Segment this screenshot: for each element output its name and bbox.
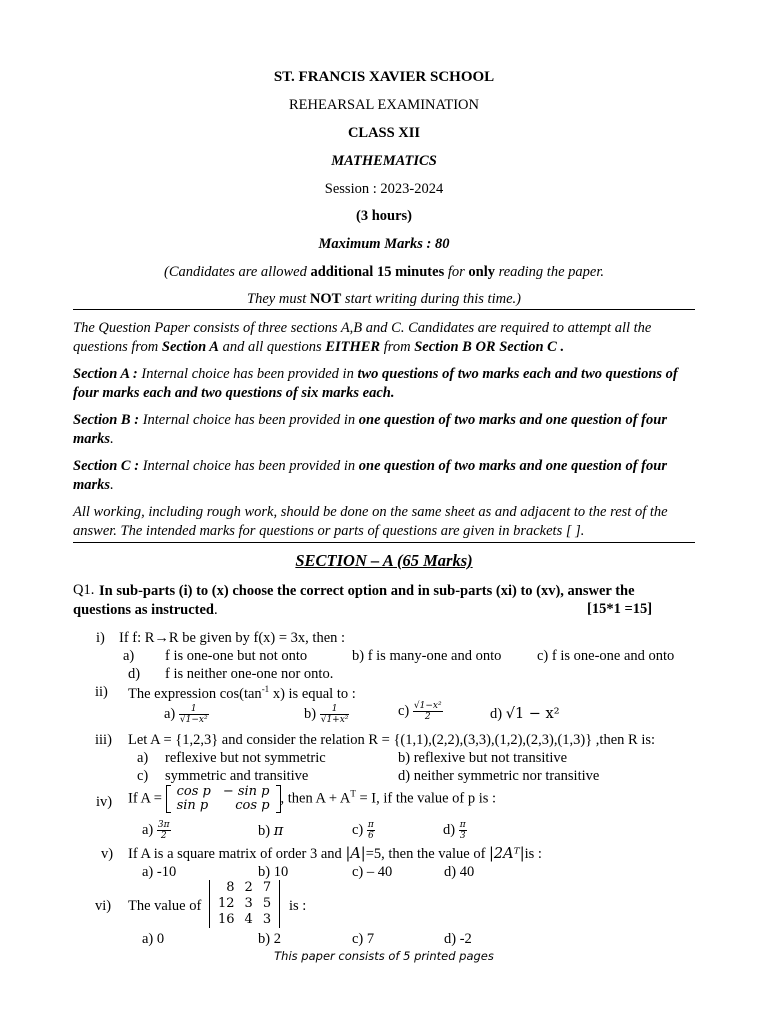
instr-bold: Section A [161,339,219,355]
section-c-instructions [73,457,695,495]
q-v-option-a: a) -10 [142,864,177,880]
section-a-label: Section A : [73,366,138,382]
q1-dot: . [214,602,218,618]
option-label: b) [258,823,271,839]
q-i-option-d-label: d) [128,666,141,682]
note-text: start writing during this time.) [341,291,521,307]
q-iii-option-d: d) neither symmetric nor transitive [398,768,600,784]
determinant [209,880,280,928]
det-cell: 3 [262,912,272,927]
option-value: √1 − x² [505,706,560,722]
numerator: π [367,820,374,830]
q-iv-option-d [443,820,467,841]
stem-text: , then A + A [280,790,351,807]
q1-marks: [15*1 =15] [587,601,653,617]
q-i-option-d: f is neither one-one nor onto. [165,666,334,682]
det-cell: 16 [218,912,235,927]
page-footer: This paper consists of 5 printed pages [274,949,494,963]
q-vi-option-a: a) 0 [142,931,165,947]
q-vi-number: vi) [95,898,112,914]
fraction [459,820,467,841]
q-ii-number: ii) [95,684,108,700]
q-v-option-c: c) – 40 [352,864,393,880]
numerator: π [459,820,466,830]
q-iv-number: iv) [96,794,113,810]
q-iv-stem [128,785,496,813]
q-ii-option-d [490,706,560,723]
denominator: 2 [424,712,431,722]
q-i-option-a-label: a) [123,648,135,664]
note-text: They must [247,291,310,307]
fraction [413,701,443,722]
option-label: c) [398,702,410,719]
denominator: 3 [459,831,466,841]
section-a-instructions [73,365,695,403]
q-vi-option-b: b) 2 [258,931,281,947]
q-iii-option-c-label: c) [137,768,149,784]
school-name: ST. FRANCIS XAVIER SCHOOL [273,69,495,85]
note-text: for [444,264,469,280]
instr-bold: EITHER [325,339,381,355]
q1-text [73,582,673,620]
q-vi-option-d: d) -2 [444,931,472,947]
q-iii-option-a-label: a) [137,750,149,766]
instr-bold: Section B OR Section C . [414,339,565,355]
matrix-cell: sin p [176,798,209,813]
instr-text: Internal choice has been provided in [139,458,359,474]
note-bold: only [468,264,495,280]
option-label: b) [304,705,317,722]
q-vi-option-c: c) 7 [352,931,375,947]
denominator: √1+x² [320,715,349,725]
q-v-option-d: d) 40 [444,864,475,880]
fraction [179,704,209,725]
denominator: √1−x² [179,715,208,725]
q-ii-option-c [398,701,443,722]
numerator: 1 [320,704,350,715]
option-value: π [273,823,284,839]
q-iii-option-b: b) reflexive but not transitive [398,750,568,766]
subject-label: MATHEMATICS [331,153,437,169]
working-instructions: All working, including rough work, should be done on the same sheet as and adjacent to the rest of the answer. The intended marks for questions or parts of questions are given in brackets [ ]. [73,504,668,539]
class-label: CLASS XII [347,125,421,141]
section-b-label: Section B : [73,412,140,428]
denominator: 6 [367,831,374,841]
q1-instruction: In sub-parts (i) to (x) choose the correct option and in sub-parts (xi) to (xv), answer the questions as instructed [73,583,635,618]
writing-note [0,291,768,308]
instr-bold: one question of two marks and one question of four marks [73,458,667,493]
numerator: 3π [157,820,170,830]
section-c-label: Section C : [73,458,140,474]
fraction [157,820,171,841]
q-iv-option-c [352,820,375,841]
q-iv-option-b [258,823,283,840]
q-vi-stem-b: is : [289,898,307,914]
det-cell: 8 [226,880,235,895]
q-iv-option-a [142,820,171,841]
q-i-number: i) [96,630,105,646]
det-cell: 7 [262,880,272,895]
q-iii-stem: Let A = {1,2,3} and consider the relation R = {(1,1),(2,2),(3,3),(1,2),(2,3),(1,3)} ,then R is: [128,732,656,748]
q-iii-number: iii) [95,732,112,748]
det-cell: 5 [262,896,272,911]
q-v-number: v) [101,846,114,862]
q-iii-option-c: symmetric and transitive [165,768,309,784]
stem-text: is : [524,846,542,862]
section-title: SECTION – A (65 Marks) [295,551,473,570]
q1-number: Q1. [73,582,95,598]
fraction [367,820,375,841]
option-label: d) [490,706,503,722]
q-v-option-b: b) 10 [258,864,289,880]
instr-text: . [110,477,114,493]
note-bold: additional 15 minutes [310,264,445,280]
superscript: T [350,788,356,799]
q-i-option-a: f is one-one but not onto [165,648,308,664]
instr-text: and all questions [218,339,326,355]
fraction [320,704,350,725]
stem-text: If A = [128,790,162,807]
matrix-cell: − sin p [222,784,270,799]
denominator: 2 [160,831,167,841]
q-iii-option-a: reflexive but not symmetric [165,750,326,766]
exam-title: REHEARSAL EXAMINATION [289,97,479,113]
instr-text: Internal choice has been provided in [139,412,359,428]
instr-text: from [380,339,415,355]
header-divider [73,309,695,310]
det-cell: 4 [244,912,253,927]
det-cell: 2 [244,880,253,895]
matrix-a [166,785,281,813]
q-i-stem: If f: R→R be given by f(x) = 3x, then : [119,630,346,646]
option-label: d) [443,821,456,838]
instr-bold: two questions of two marks each and two questions of four marks each and two questions of six marks each. [73,366,678,401]
option-label: a) [142,821,154,838]
note-bold: NOT [309,291,342,307]
reading-time-note [0,264,768,281]
stem-text: If A is a square matrix of order 3 and [128,846,346,862]
math-expr: |2Aᵀ| [489,846,525,862]
duration-label: (3 hours) [356,208,412,224]
matrix-cell: cos p [235,798,270,813]
note-text: (Candidates are allowed [164,264,311,280]
instructions-divider [73,542,695,543]
instr-text: . [110,431,114,447]
numerator: √1−x² [413,701,442,711]
q-ii-option-a [164,704,209,725]
q-i-option-c: c) f is one-one and onto [537,648,675,664]
q-vi-stem-a: The value of [128,898,202,914]
session-label: Session : 2023-2024 [324,181,444,197]
det-cell: 3 [244,896,253,911]
stem-text: x) is equal to : [269,685,356,702]
stem-text: The expression cos(tan [128,685,262,702]
instr-bold: one question of two marks and one question of four marks [73,412,667,447]
matrix-cell: cos p [176,784,211,799]
stem-text: = I, if the value of p is : [355,790,497,807]
section-b-instructions [73,411,695,449]
max-marks-label: Maximum Marks : 80 [318,236,450,252]
instr-text: The Question Paper consists of three sections A,B and C. Candidates are required to attempt all the questions from [73,320,652,355]
instr-text: Internal choice has been provided in [137,366,358,382]
stem-text: =5, then the value of [365,846,490,862]
option-label: a) [164,705,176,722]
q-v-stem [128,846,542,863]
option-label: c) [352,821,364,838]
numerator: 1 [179,704,209,715]
q-ii-option-b [304,704,349,725]
superscript: -1 [261,684,270,694]
q-ii-stem [128,684,356,703]
general-instructions [73,319,695,357]
note-text: reading the paper. [494,264,604,280]
q-i-option-b: b) f is many-one and onto [352,648,502,664]
math-expr: |A| [345,846,366,862]
determinant-matrix [209,880,280,928]
det-cell: 12 [218,896,235,911]
